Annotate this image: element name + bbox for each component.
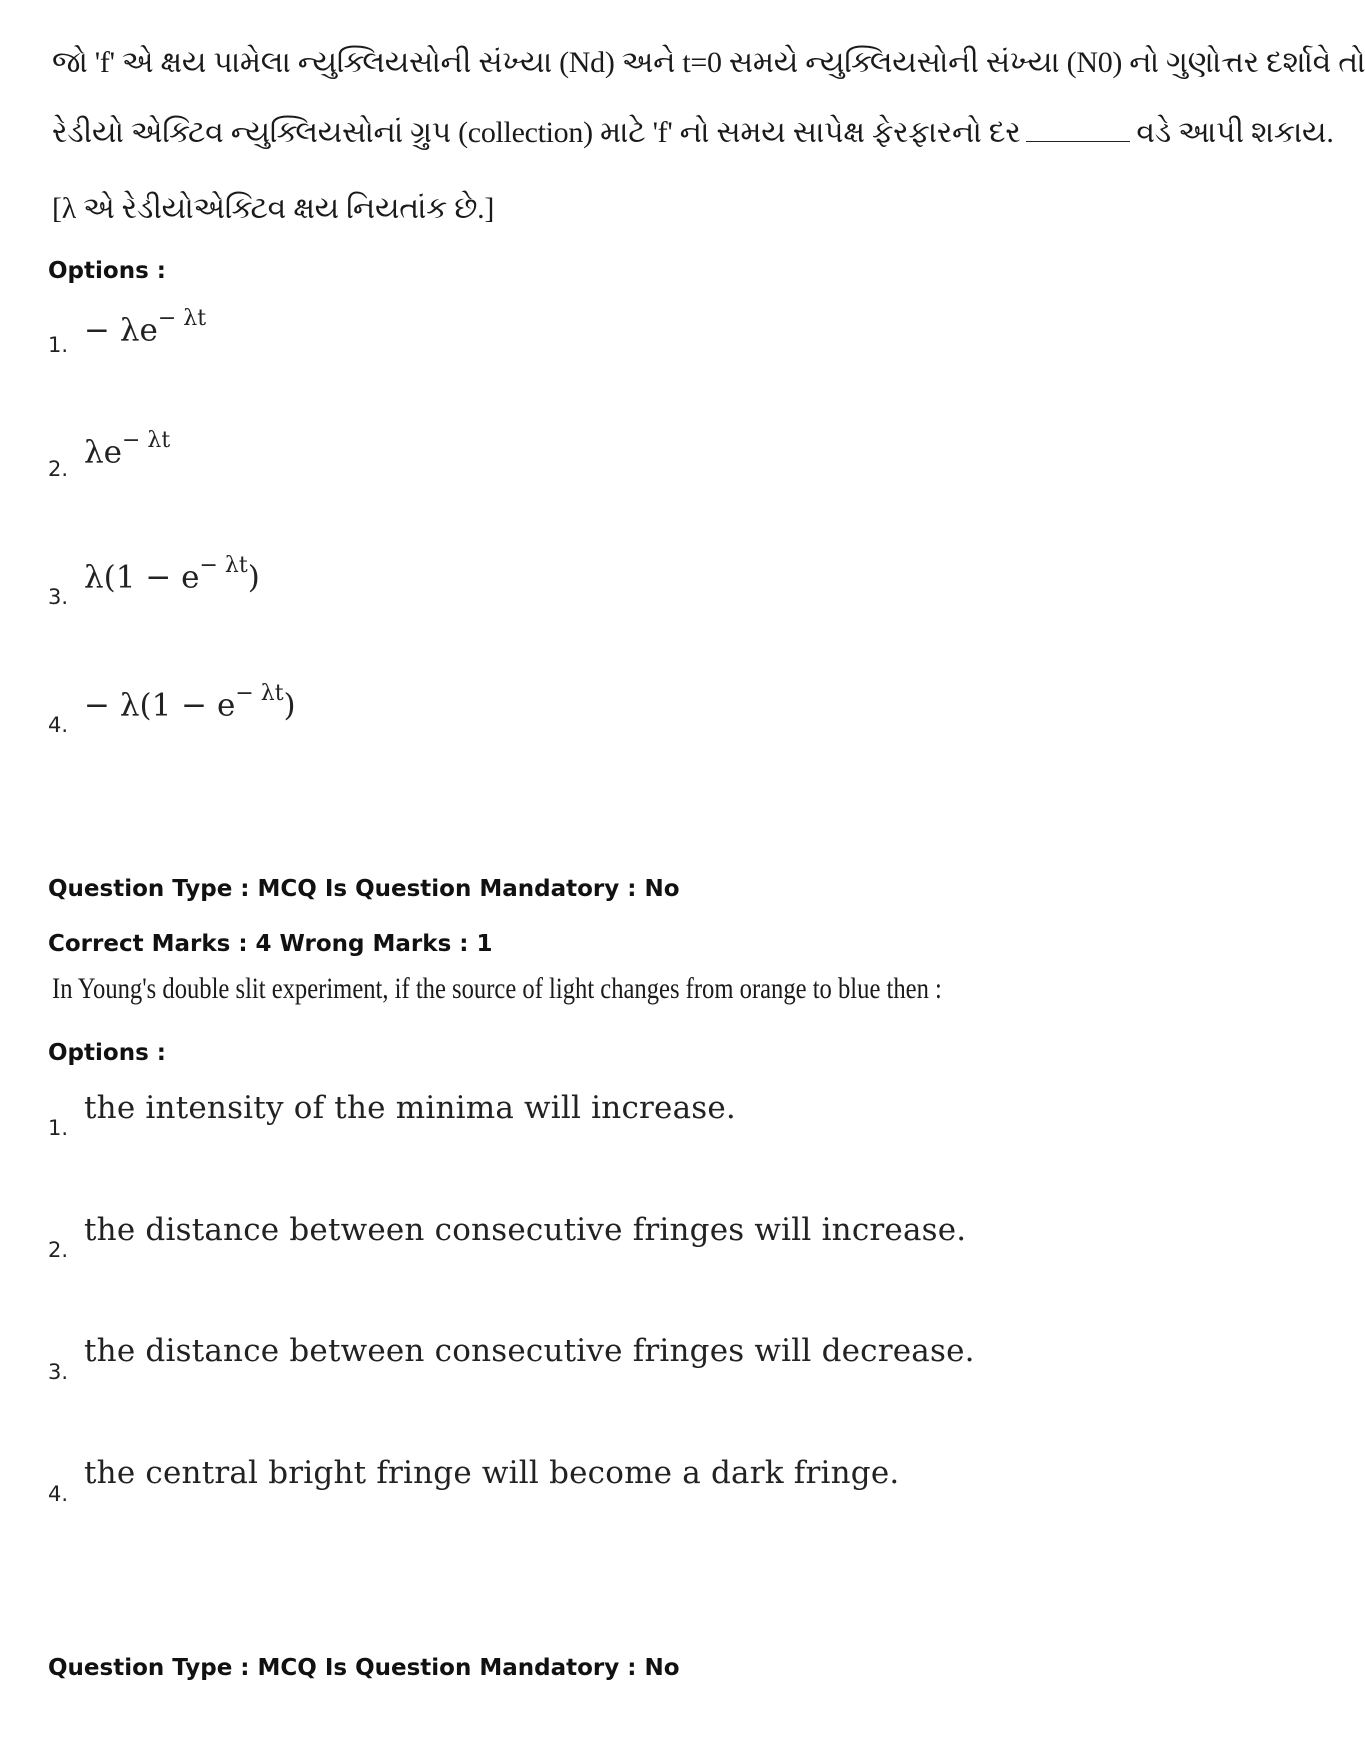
option-number: 3. [48, 1360, 69, 1384]
question-type-line: Question Type : MCQ Is Question Mandatory : No [48, 876, 680, 902]
marks-line: Correct Marks : 4 Wrong Marks : 1 [48, 931, 493, 957]
option-number: 4. [48, 713, 69, 737]
question1-line2-before: રેડીયો એક્ટિવ ન્યુક્લિયસોનાં ગ્રુપ (collection) માટે 'f' નો સમય સાપેક્ષ ફેરફારનો દર [52, 116, 1021, 149]
option-formula[interactable] [84, 306, 207, 349]
option-text[interactable]: the central bright fringe will become a dark fringe. [84, 1455, 900, 1491]
option-formula[interactable] [84, 553, 260, 596]
options-label: Options : [48, 258, 166, 284]
formula-base: − λ(1 − e [84, 687, 236, 724]
option-formula[interactable] [84, 681, 296, 724]
option-text[interactable]: the distance between consecutive fringes will decrease. [84, 1333, 975, 1369]
question1-line2 [52, 116, 1334, 150]
option-text[interactable]: the distance between consecutive fringes will increase. [84, 1212, 967, 1248]
formula-base: λ(1 − e [84, 559, 200, 596]
formula-exponent: − λt [157, 306, 207, 331]
formula-tail: ) [247, 559, 260, 596]
question-type-line: Question Type : MCQ Is Question Mandatory : No [48, 1655, 680, 1681]
formula-tail: ) [283, 687, 296, 724]
option-formula[interactable] [84, 428, 171, 471]
option-number: 3. [48, 585, 69, 609]
question1-line3: [λ એ રેડીયોએક્ટિવ ક્ષય નિયતાંક છે.] [52, 192, 495, 225]
option-number: 4. [48, 1482, 69, 1506]
question1-line2-after: વડે આપી શકાય. [1136, 116, 1334, 149]
answer-blank [1026, 119, 1130, 142]
formula-exponent: − λt [235, 681, 284, 706]
formula-exponent: − λt [199, 553, 248, 578]
options-label: Options : [48, 1040, 166, 1066]
formula-base: λe [84, 434, 122, 471]
question1-line1: જો 'f' એ ક્ષય પામેલા ન્યુક્લિયસોની સંખ્યા (Nd) અને t=0 સમયે ન્યુક્લિયસોની સંખ્યા (N0) નો ગુણોત્તર દર્શાવે તો [52, 46, 1365, 79]
question2-text: In Young's double slit experiment, if the source of light changes from orange to blue then : [52, 972, 942, 1005]
option-number: 2. [48, 457, 69, 481]
formula-base: − λe [84, 312, 158, 349]
option-text[interactable]: the intensity of the minima will increase. [84, 1090, 736, 1126]
option-number: 1. [48, 333, 69, 357]
option-number: 1. [48, 1116, 69, 1140]
option-number: 2. [48, 1238, 69, 1262]
formula-exponent: − λt [122, 428, 171, 453]
